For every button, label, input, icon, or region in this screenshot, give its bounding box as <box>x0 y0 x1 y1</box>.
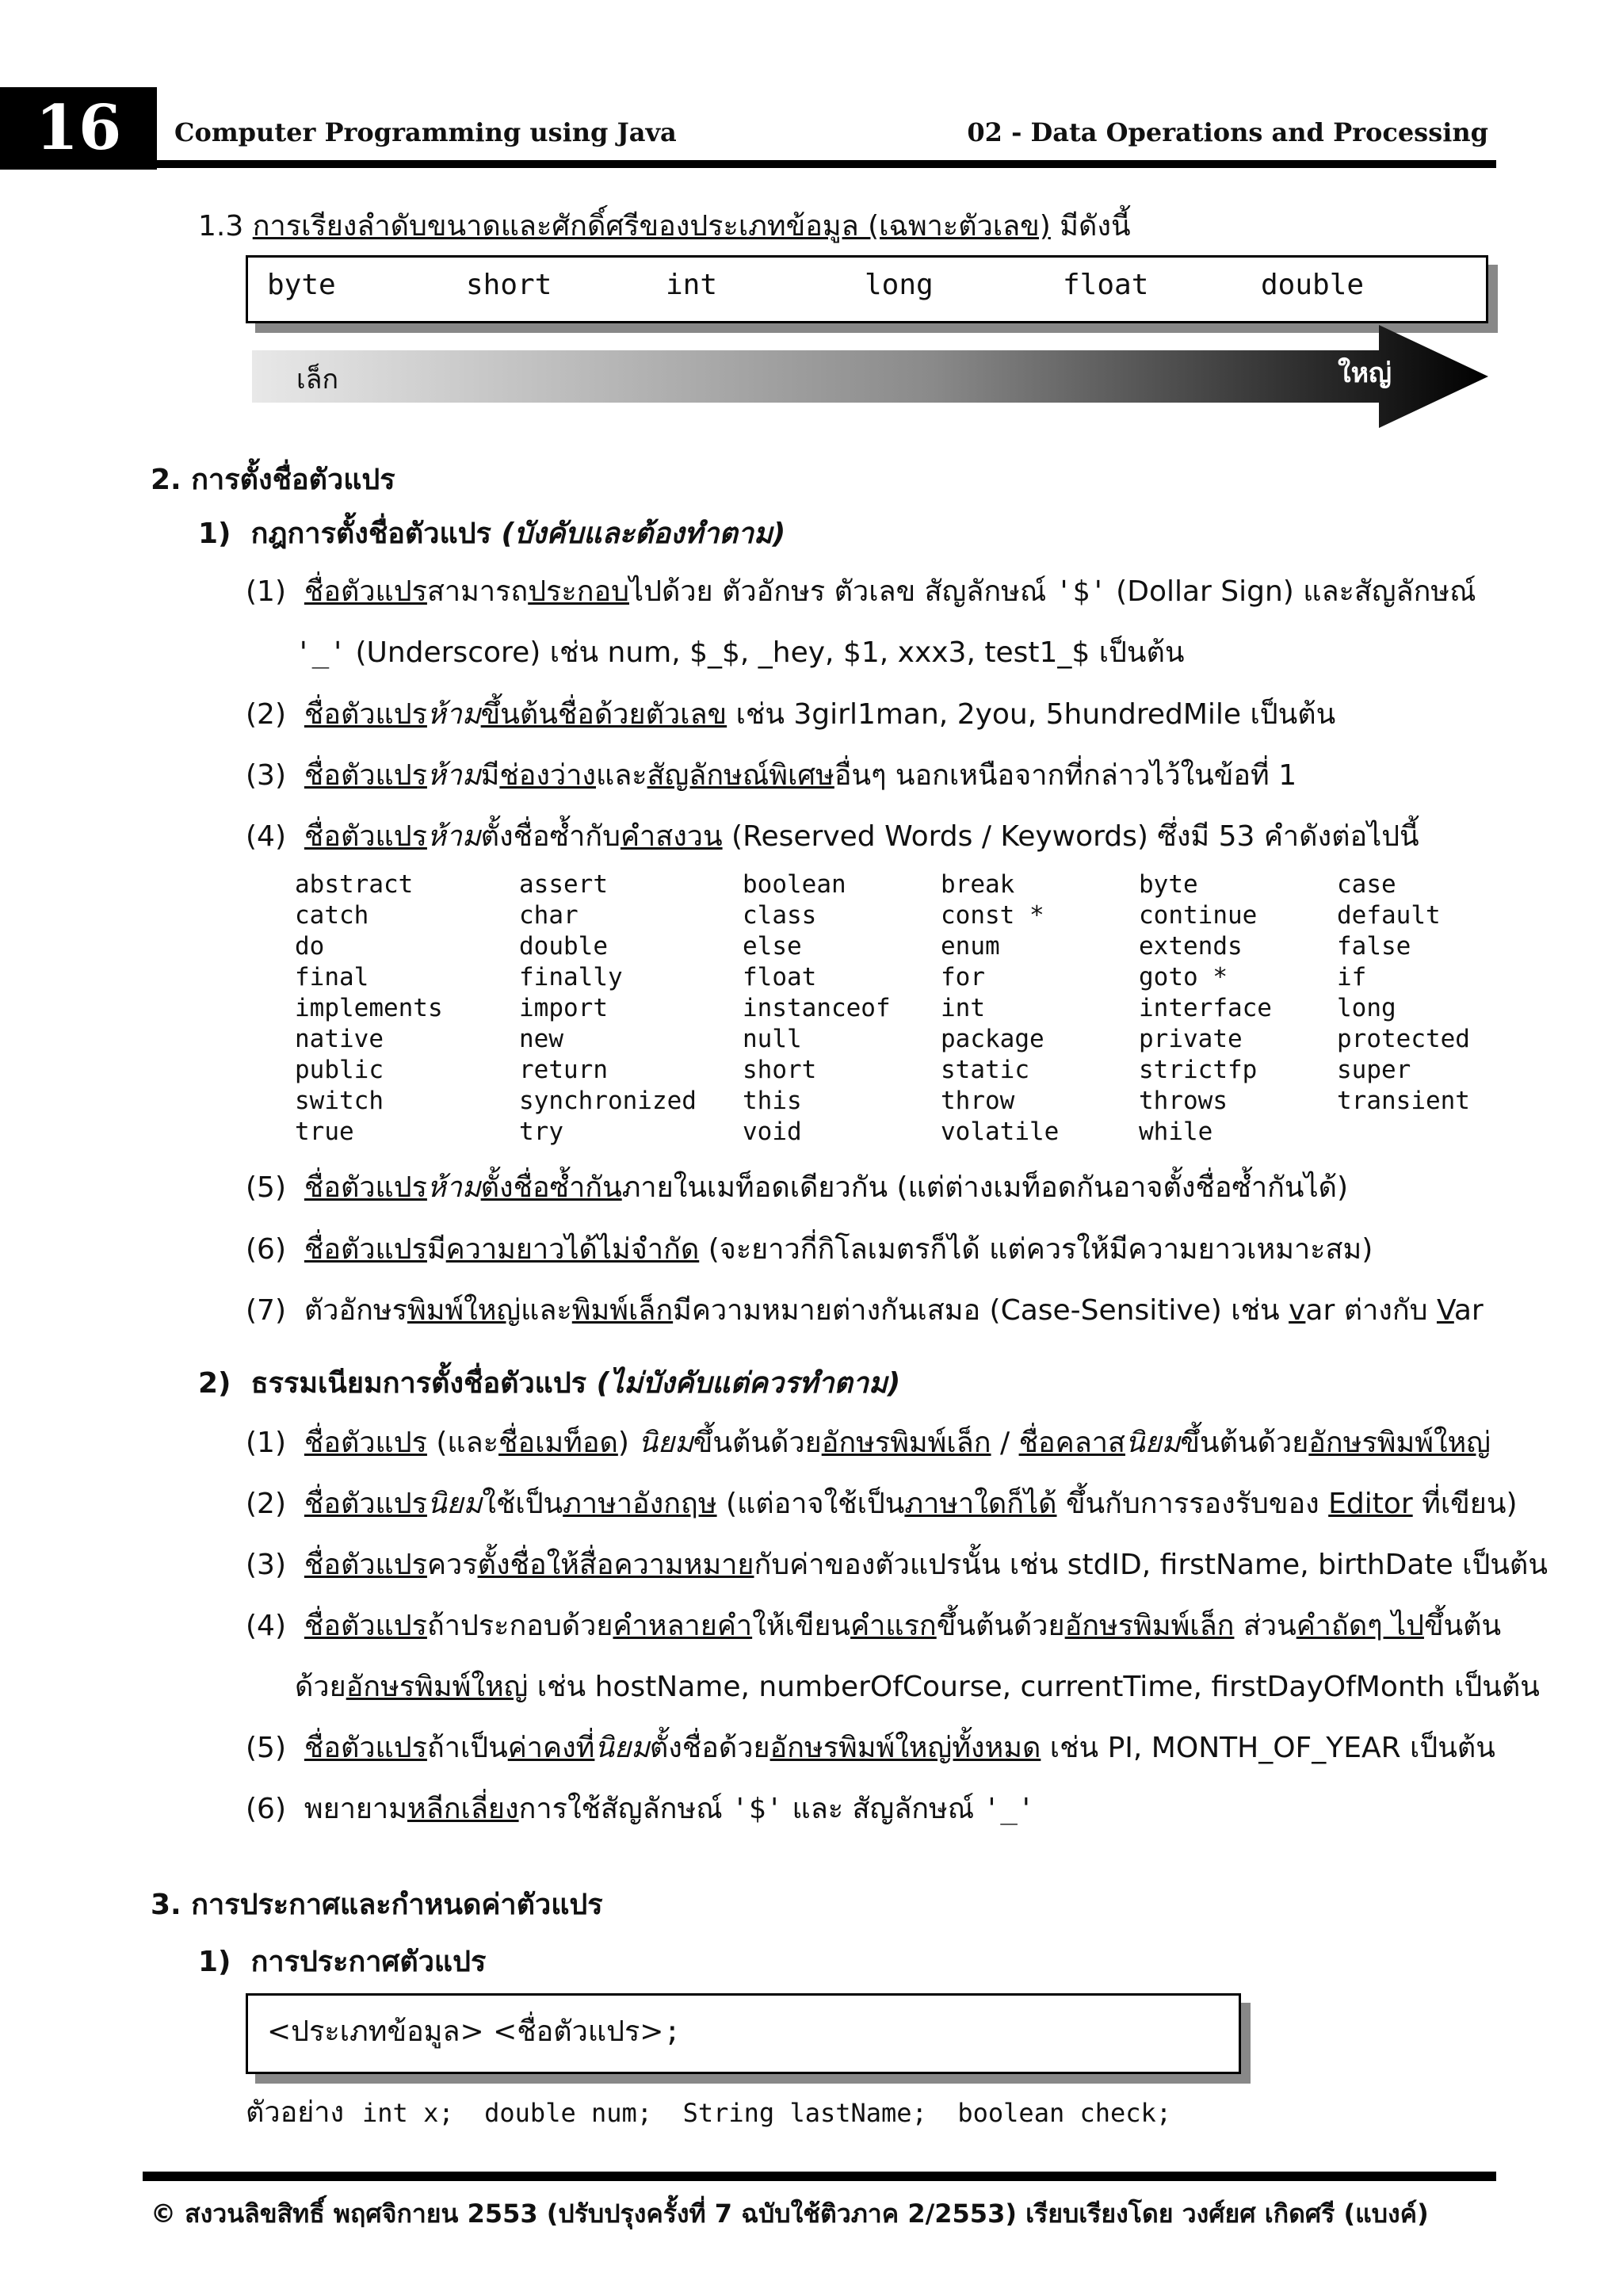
keyword: for <box>941 963 985 991</box>
rules-heading: 1) กฎการตั้งชื่อตัวแปร (บังคับและต้องทำตาม) <box>198 518 786 550</box>
convention-5: (5) ชื่อตัวแปรถ้าเป็นค่าคงที่นิยมตั้งชื่อด้วยอักษรพิมพ์ใหญ่ทั้งหมด เช่น PI, MONTH_OF_YEAR เป็นต้น <box>246 1732 1495 1764</box>
keyword: import <box>519 994 608 1022</box>
keyword: default <box>1337 901 1441 930</box>
keyword: true <box>295 1117 354 1146</box>
convention-4: (4) ชื่อตัวแปรถ้าประกอบด้วยคำหลายคำให้เขียนคำแรกขึ้นต้นด้วยอักษรพิมพ์เล็ก ส่วนคำถัดๆ ไปขึ้นต้น <box>246 1610 1502 1642</box>
keyword: int <box>941 994 985 1022</box>
example-code: int x; double num; String lastName; boolean check; <box>362 2098 1172 2128</box>
keyword: do <box>295 932 325 961</box>
keyword: synchronized <box>519 1087 697 1115</box>
rule-5: (5) ชื่อตัวแปรห้ามตั้งชื่อซ้ำกันภายในเมท็อดเดียวกัน (แต่ต่างเมท็อดกันอาจตั้งชื่อซ้ำกันได้) <box>246 1171 1349 1204</box>
rule-1-cont: '_' (Underscore) เช่น num, $_$, _hey, $1, xxx3, test1_$ เป็นต้น <box>295 636 1185 669</box>
keyword: continue <box>1139 901 1258 930</box>
keyword: break <box>941 870 1015 899</box>
type-2: int <box>666 269 718 301</box>
header-chapter-title: 02 - Data Operations and Processing <box>967 117 1488 147</box>
keyword: native <box>295 1025 384 1053</box>
convention-4-cont: ด้วยอักษรพิมพ์ใหญ่ เช่น hostName, numberOfCourse, currentTime, firstDayOfMonth เป็นต้น <box>295 1671 1540 1703</box>
keyword: float <box>743 963 817 991</box>
keywords-table <box>295 869 1499 1155</box>
header-rule <box>157 160 1496 168</box>
rule-3: (3) ชื่อตัวแปรห้ามมีช่องว่างและสัญลักษณ์พิเศษอื่นๆ นอกเหนือจากที่กล่าวไว้ในข้อที่ 1 <box>246 759 1297 792</box>
keyword: null <box>743 1025 802 1053</box>
declaration-heading: 1) การประกาศตัวแปร <box>198 1946 487 1978</box>
keyword: byte <box>1139 870 1198 899</box>
keyword: false <box>1337 932 1411 961</box>
rule-6: (6) ชื่อตัวแปรมีความยาวได้ไม่จำกัด (จะยาวกี่กิโลเมตรก็ได้ แต่ควรให้มีความยาวเหมาะสม) <box>246 1233 1373 1266</box>
page-number: 16 <box>35 92 122 164</box>
keyword: assert <box>519 870 608 899</box>
keyword: return <box>519 1056 608 1084</box>
keyword: abstract <box>295 870 414 899</box>
keyword: extends <box>1139 932 1243 961</box>
keyword: else <box>743 932 802 961</box>
declaration-syntax-box <box>246 1993 1241 2074</box>
section-2-heading: 2. การตั้งชื่อตัวแปร <box>151 464 395 496</box>
keyword: try <box>519 1117 563 1146</box>
section-title: การเรียงลำดับขนาดและศักดิ์ศรีของประเภทข้อมูล (เฉพาะตัวเลข) <box>252 210 1051 243</box>
keyword: final <box>295 963 369 991</box>
example-label: ตัวอย่าง <box>246 2096 345 2129</box>
type-5: double <box>1261 269 1365 301</box>
keyword: instanceof <box>743 994 891 1022</box>
keyword: package <box>941 1025 1044 1053</box>
convention-3: (3) ชื่อตัวแปรควรตั้งชื่อให้สื่อความหมายกับค่าของตัวแปรนั้น เช่น stdID, firstName, birthDate เป็นต้น <box>246 1549 1548 1581</box>
keyword: throw <box>941 1087 1015 1115</box>
size-arrow <box>252 325 1488 428</box>
keyword: while <box>1139 1117 1213 1146</box>
keyword: double <box>519 932 608 961</box>
conventions-heading: 2) ธรรมเนียมการตั้งชื่อตัวแปร (ไม่บังคับแต่ควรทำตาม) <box>198 1367 901 1400</box>
rule-1: (1) ชื่อตัวแปรสามารถประกอบไปด้วย ตัวอักษร ตัวเลข สัญลักษณ์ '$' (Dollar Sign) และสัญลักษณ์ <box>246 575 1476 608</box>
convention-1: (1) ชื่อตัวแปร (และชื่อเมท็อด) นิยมขึ้นต้นด้วยอักษรพิมพ์เล็ก / ชื่อคลาสนิยมขึ้นต้นด้วยอักษรพิมพ์ใหญ่ <box>246 1427 1491 1459</box>
keyword: switch <box>295 1087 384 1115</box>
type-1: short <box>466 269 552 301</box>
keyword: static <box>941 1056 1029 1084</box>
types-order-box <box>246 255 1488 323</box>
keyword: new <box>519 1025 563 1053</box>
keyword: public <box>295 1056 384 1084</box>
keyword: short <box>743 1056 817 1084</box>
footer-copyright: © สงวนลิขสิทธิ์ พฤศจิกายน 2553 (ปรับปรุงครั้งที่ 7 ฉบับใช้ติวภาค 2/2553) เรียบเรียงโดย วงศ์ยศ เกิดศรี (แบงค์) <box>151 2199 1429 2229</box>
keyword: volatile <box>941 1117 1060 1146</box>
section-1-3-heading <box>198 208 1131 246</box>
rule-7: (7) ตัวอักษรพิมพ์ใหญ่และพิมพ์เล็กมีความหมายต่างกันเสมอ (Case-Sensitive) เช่น var ต่างกับ Var <box>246 1294 1484 1327</box>
keyword: protected <box>1337 1025 1470 1053</box>
keyword: const * <box>941 901 1044 930</box>
type-3: long <box>865 269 934 301</box>
section-3-heading: 3. การประกาศและกำหนดค่าตัวแปร <box>151 1889 603 1921</box>
keyword: boolean <box>743 870 846 899</box>
rule-4: (4) ชื่อตัวแปรห้ามตั้งชื่อซ้ำกับคำสงวน (Reserved Words / Keywords) ซึ่งมี 53 คำดังต่อไปนี้ <box>246 820 1419 853</box>
declaration-example <box>246 2094 1171 2132</box>
keyword: finally <box>519 963 623 991</box>
keyword: super <box>1337 1056 1411 1084</box>
keyword: if <box>1337 963 1367 991</box>
keyword: strictfp <box>1139 1056 1258 1084</box>
section-suffix: มีดังนี้ <box>1060 210 1131 243</box>
keyword: this <box>743 1087 802 1115</box>
keyword: void <box>743 1117 802 1146</box>
keyword: enum <box>941 932 1000 961</box>
keyword: char <box>519 901 579 930</box>
keyword: implements <box>295 994 443 1022</box>
keyword: private <box>1139 1025 1243 1053</box>
footer-rule <box>143 2172 1496 2181</box>
section-number: 1.3 <box>198 210 244 243</box>
arrow-small-label: เล็ก <box>296 364 339 395</box>
convention-2: (2) ชื่อตัวแปรนิยมใช้เป็นภาษาอังกฤษ (แต่อาจใช้เป็นภาษาใดก็ได้ ขึ้นกับการรองรับของ Editor ที่เขียน) <box>246 1488 1518 1520</box>
keyword: throws <box>1139 1087 1228 1115</box>
type-0: byte <box>267 269 336 301</box>
convention-6: (6) พยายามหลีกเลี่ยงการใช้สัญลักษณ์ '$' และ สัญลักษณ์ '_' <box>246 1793 1035 1825</box>
declaration-syntax: <ประเภทข้อมูล> <ชื่อตัวแปร>; <box>267 2015 682 2048</box>
keyword: catch <box>295 901 369 930</box>
keyword: long <box>1337 994 1396 1022</box>
keyword: transient <box>1337 1087 1470 1115</box>
rule-2: (2) ชื่อตัวแปรห้ามขึ้นต้นชื่อด้วยตัวเลข เช่น 3girl1man, 2you, 5hundredMile เป็นต้น <box>246 698 1336 731</box>
keyword: goto * <box>1139 963 1228 991</box>
keyword: class <box>743 901 817 930</box>
header-book-title: Computer Programming using Java <box>174 117 677 147</box>
keyword: case <box>1337 870 1396 899</box>
types-row <box>248 258 1486 321</box>
type-4: float <box>1063 269 1149 301</box>
keyword: interface <box>1139 994 1272 1022</box>
arrow-large-label: ใหญ่ <box>1338 357 1392 389</box>
